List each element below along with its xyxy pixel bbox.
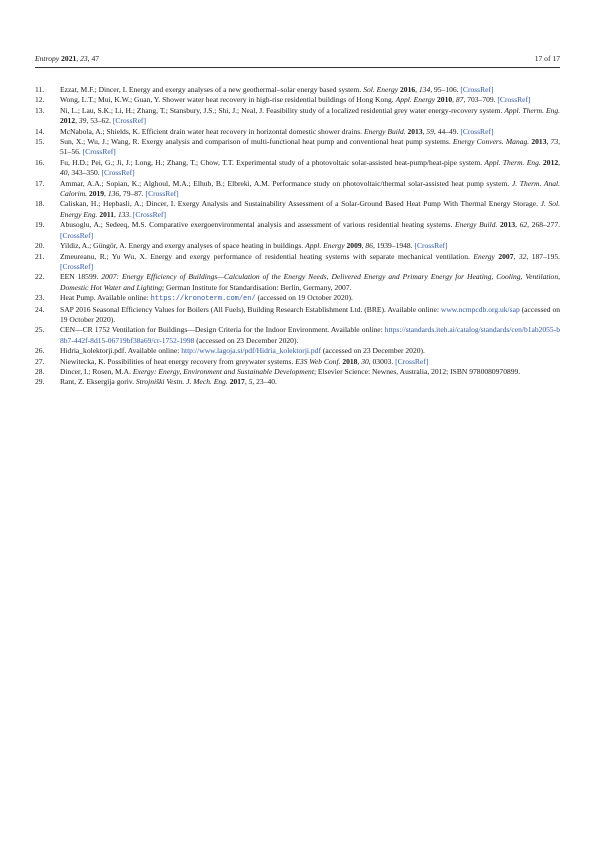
- reference-journal: Sol. Energy: [363, 85, 399, 94]
- reference-year: 2011: [99, 209, 115, 219]
- reference-pages: , 187–195.: [526, 251, 561, 261]
- reference-text: Hidria_kolektorji.pdf. Available online:: [60, 346, 182, 356]
- reference-item: 15. Sun, X.; Wu, J.; Wang, R. Exergy analysis and comparison of multi-functional heat pump and conventional heat pump systems. Energy Convers. Manag. 2013, 73, 51–56. [CrossRef]: [35, 137, 560, 157]
- reference-year: 2009: [346, 241, 362, 251]
- reference-journal: J. Therm. Anal. Calorim.: [60, 178, 560, 199]
- reference-number: 13.: [35, 105, 45, 115]
- reference-pages: , 51–56.: [60, 137, 560, 157]
- reference-volume: 87: [455, 95, 464, 105]
- reference-number: 22.: [35, 272, 45, 282]
- reference-text: Ezzat, M.F.; Dincer, I. Energy and exergy analyses of a new geothermal–solar energy based system.: [60, 85, 364, 94]
- reference-url-link[interactable]: https://standards.iteh.ai/catalog/standards/cen/b1ab2055-b8b7-442f-8d15-06719bf38a69/cr-1752-1998: [60, 325, 560, 345]
- reference-number: 27.: [35, 356, 45, 366]
- reference-year: 2012: [543, 157, 559, 167]
- reference-pages: , 268–277.: [527, 220, 560, 230]
- reference-url-link[interactable]: https://kronoterm.com/en/: [150, 295, 256, 304]
- reference-journal: Appl. Energy: [395, 95, 436, 105]
- reference-access-date: (accessed on 23 December 2020).: [320, 346, 425, 356]
- reference-text: Sun, X.; Wu, J.; Wang, R. Exergy analysis and comparison of multi-functional heat pump and conventional heat pump systems.: [60, 137, 453, 147]
- reference-number: 25.: [35, 325, 45, 335]
- reference-number: 14.: [35, 126, 45, 136]
- reference-item: 18. Caliskan, H.; Hepbasli, A.; Dincer, I. Exergy Analysis and Sustainability Assessment of a Solar-Ground Based Heat Pump With Thermal Energy Storage. J. Sol. Energy Eng. 2011, 133. [CrossRef]: [35, 199, 560, 219]
- reference-pages: , 03003.: [368, 356, 396, 366]
- reference-text: Zmeureanu, R.; Yu Wu, X. Energy and exergy performance of residential heating systems with separate mechanical ventilation.: [60, 251, 474, 261]
- reference-volume: 40: [60, 168, 68, 178]
- reference-journal: Energy Build.: [455, 220, 498, 230]
- reference-text: Rant, Z. Eksergija goriv.: [60, 377, 136, 387]
- reference-pages: , 79–87.: [119, 189, 146, 199]
- reference-year: 2019: [88, 189, 105, 199]
- reference-text: Yildiz, A.; Güngör, A. Energy and exergy analyses of space heating in buildings.: [60, 241, 306, 251]
- reference-text: Abusoglu, A.; Sedeeq, M.S. Comparative exergoenvironmental analysis and assessment of various residential heating systems.: [60, 220, 456, 230]
- reference-list: [35, 85, 560, 388]
- crossref-link[interactable]: [CrossRef]: [132, 209, 167, 219]
- reference-publisher: ; Elsevier Science: Newnes, Australia, 2012; ISBN 9780080970899.: [313, 366, 521, 376]
- reference-journal: Energy Build.: [363, 126, 406, 136]
- crossref-link[interactable]: [CrossRef]: [395, 356, 429, 366]
- reference-volume: 5: [248, 377, 253, 387]
- reference-text: Ni, L.; Lau, S.K.; Li, H.; Zhang, T.; Stansbury, J.S.; Shi, J.; Neal, J. Feasibility study of a localized residential grey water energy-recovery system.: [60, 105, 505, 115]
- reference-number: 29.: [35, 377, 45, 387]
- reference-access-date: (accessed on 23 December 2020).: [194, 335, 299, 345]
- reference-item: 14. McNabola, A.; Shields, K. Efficient drain water heat recovery in horizontal domestic shower drains. Energy Build. 2013, 59, 44–49. [CrossRef]: [35, 126, 494, 136]
- reference-journal: Appl. Therm. Eng.: [504, 105, 560, 115]
- reference-item: [35, 305, 560, 326]
- reference-year: 2010: [437, 95, 453, 105]
- reference-pages: , 343–350.: [67, 168, 102, 178]
- reference-item: [35, 325, 560, 346]
- reference-item: [35, 272, 560, 293]
- reference-item: 19. Abusoglu, A.; Sedeeq, M.S. Comparative exergoenvironmental analysis and assessment of various residential heating systems. Energy Build. 2013, 62, 268–277. [CrossRef]: [35, 220, 560, 240]
- journal-year: 2021: [61, 54, 77, 63]
- reference-text: Wong, L.T.; Mui, K.W.; Guan, Y. Shower water heat recovery in high-rise residential buildings of Hong Kong.: [60, 95, 396, 105]
- reference-item: 11. Ezzat, M.F.; Dincer, I. Energy and exergy analyses of a new geothermal–solar energy based system. Sol. Energy 2016, 134, 95–106. [CrossRef]: [35, 85, 494, 94]
- crossref-link[interactable]: [CrossRef]: [82, 147, 116, 157]
- reference-url-link[interactable]: www.ncmpcdb.org.uk/sap: [440, 304, 520, 314]
- reference-item: [35, 293, 560, 304]
- header-rule: [35, 67, 560, 68]
- reference-text: SAP 2016 Seasonal Efficiency Values for Boilers (All Fuels), Building Research Establishment Ltd. (BRE). Available online:: [60, 304, 441, 314]
- crossref-link[interactable]: [CrossRef]: [460, 126, 494, 136]
- reference-text: Caliskan, H.; Hepbasli, A.; Dincer, I. Exergy Analysis and Sustainability Assessment of a Solar-Ground Based Heat Pump With Thermal Energy Storage.: [60, 199, 541, 209]
- crossref-link[interactable]: [CrossRef]: [101, 168, 135, 178]
- reference-text: Ammar, A.A.; Sopian, K.; Alghoul, M.A.; Elhub, B.; Elbreki, A.M. Performance study on photovoltaic/thermal solar-assisted heat pump system.: [60, 178, 512, 188]
- reference-item: 13. Ni, L.; Lau, S.K.; Li, H.; Zhang, T.; Stansbury, J.S.; Shi, J.; Neal, J. Feasibility study of a localized residential grey water energy-recovery system. Appl. Therm. Eng. 2012, 39, 53–62. [CrossRef]: [35, 105, 560, 126]
- reference-pages: , 44–49.: [433, 126, 461, 136]
- reference-item: 20. Yildiz, A.; Güngör, A. Energy and exergy analyses of space heating in buildings. Appl. Energy 2009, 86, 1939–1948. [CrossRef]: [35, 241, 448, 251]
- reference-item: 27. Niewitecka, K. Possibilities of heat energy recovery from greywater systems. E3S Web Conf. 2018, 30, 03003. [CrossRef]: [35, 356, 429, 366]
- reference-number: 16.: [35, 157, 45, 167]
- crossref-link[interactable]: [CrossRef]: [60, 230, 94, 240]
- citation-header: Entropy 2021, 23, 47: [35, 54, 100, 63]
- reference-item: 29. Rant, Z. Eksergija goriv. Strojniški Vestn. J. Mech. Eng. 2017, 5, 23–40.: [35, 377, 277, 387]
- reference-number: 20.: [35, 241, 45, 251]
- reference-year: 2016: [400, 85, 416, 94]
- crossref-link[interactable]: [CrossRef]: [414, 241, 448, 251]
- page-number: 17 of 17: [534, 54, 560, 63]
- reference-number: 12.: [35, 95, 45, 105]
- reference-pages: , 53–62.: [86, 116, 113, 126]
- reference-text: McNabola, A.; Shields, K. Efficient drain water heat recovery in horizontal domestic shower drains.: [60, 126, 364, 136]
- reference-title: Exergy: Energy, Environment and Sustainable Development: [132, 366, 314, 376]
- reference-item: 12. Wong, L.T.; Mui, K.W.; Guan, Y. Shower water heat recovery in high-rise residential buildings of Hong Kong. Appl. Energy 2010, 87, 703–709. [CrossRef]: [35, 95, 531, 105]
- page-header: [35, 53, 560, 65]
- crossref-link[interactable]: [CrossRef]: [145, 189, 179, 199]
- reference-item: 21. Zmeureanu, R.; Yu Wu, X. Energy and exergy performance of residential heating systems with separate mechanical ventilation. Energy 2007, 32, 187–195. [CrossRef]: [35, 251, 561, 271]
- reference-number: 19.: [35, 220, 45, 230]
- reference-year: 2013: [500, 220, 516, 230]
- reference-pages: .: [129, 209, 133, 219]
- reference-number: 18.: [35, 199, 45, 209]
- reference-text: EEN 18599.: [60, 272, 102, 282]
- reference-volume: 32: [518, 251, 527, 261]
- reference-number: 11.: [35, 85, 45, 94]
- reference-volume: 73: [550, 137, 559, 147]
- reference-year: 2013: [531, 137, 547, 147]
- reference-volume: 134: [418, 85, 431, 94]
- crossref-link[interactable]: [CrossRef]: [60, 261, 94, 271]
- reference-journal: Energy Convers. Manag.: [452, 137, 530, 147]
- reference-pages: , 703–709.: [463, 95, 498, 105]
- reference-number: 26.: [35, 346, 45, 356]
- crossref-link[interactable]: [CrossRef]: [497, 95, 531, 105]
- reference-pages: , 23–40.: [252, 377, 277, 387]
- reference-journal: E3S Web Conf.: [295, 356, 341, 366]
- reference-journal: Strojniški Vestn. J. Mech. Eng.: [135, 377, 228, 387]
- journal-volume: 23: [80, 54, 88, 63]
- reference-volume: 133: [117, 209, 130, 219]
- reference-text: Dincer, I.; Rosen, M.A.: [60, 366, 133, 376]
- crossref-link[interactable]: [CrossRef]: [112, 116, 146, 126]
- reference-text: Fu, H.D.; Pei, G.; Ji, J.; Long, H.; Zhang, T.; Chow, T.T. Experimental study of a photovoltaic solar-assisted heat-pump/heat-pipe system.: [60, 157, 485, 167]
- reference-title: 2007: Energy Efficiency of Buildings—Calculation of the Energy Needs, Delivered Energy and Primary Energy for Heating, Cooling, Ventilation, Domestic Hot Water and Lighting: [60, 272, 560, 292]
- reference-journal: Appl. Energy: [305, 241, 345, 251]
- reference-number: 17.: [35, 178, 45, 188]
- reference-number: 21.: [35, 251, 45, 261]
- reference-number: 28.: [35, 366, 45, 376]
- reference-url-link[interactable]: http://www.lagoja.si/pdf/Hidria_kolektorji.pdf: [181, 346, 321, 356]
- reference-volume: 30: [361, 356, 369, 366]
- reference-journal: Energy: [473, 251, 495, 261]
- reference-volume: 39: [78, 116, 87, 126]
- reference-year: 2017: [229, 377, 245, 387]
- reference-journal: J. Sol. Energy Eng.: [60, 199, 560, 219]
- reference-journal: Appl. Therm. Eng.: [484, 157, 541, 167]
- reference-access-date: (accessed on 19 October 2020).: [60, 304, 560, 324]
- reference-pages: , 1939–1948.: [372, 241, 415, 251]
- reference-text: Niewitecka, K. Possibilities of heat energy recovery from greywater systems.: [60, 356, 296, 366]
- reference-volume: 86: [365, 241, 373, 251]
- reference-volume: 136: [107, 189, 120, 199]
- reference-year: 2018: [342, 356, 358, 366]
- reference-volume: 62: [519, 220, 528, 230]
- reference-number: 24.: [35, 304, 45, 314]
- reference-text: CEN—CR 1752 Ventilation for Buildings—Design Criteria for the Indoor Environment. Available online:: [60, 325, 385, 335]
- reference-number: 15.: [35, 137, 45, 147]
- reference-access-date: (accessed on 19 October 2020).: [255, 293, 353, 303]
- article-number: 47: [91, 54, 100, 63]
- reference-item: [35, 346, 560, 356]
- reference-year: 2007: [498, 251, 514, 261]
- crossref-link[interactable]: [CrossRef]: [460, 85, 494, 94]
- reference-volume: 59: [426, 126, 434, 136]
- reference-number: 23.: [35, 293, 45, 303]
- reference-publisher: ; German Institute for Standardisation: Berlin, Germany, 2007.: [162, 282, 352, 292]
- reference-pages: , 95–106.: [430, 85, 461, 94]
- reference-item: [35, 367, 560, 377]
- reference-year: 2013: [407, 126, 423, 136]
- reference-item: 17. Ammar, A.A.; Sopian, K.; Alghoul, M.A.; Elhub, B.; Elbreki, A.M. Performance study on photovoltaic/thermal solar-assisted heat pump system. J. Therm. Anal. Calorim. 2019, 136, 79–87. [CrossRef]: [35, 178, 560, 199]
- reference-year: 2012: [60, 116, 76, 126]
- journal-name: Entropy: [35, 54, 60, 63]
- reference-item: 16. Fu, H.D.; Pei, G.; Ji, J.; Long, H.; Zhang, T.; Chow, T.T. Experimental study of a photovoltaic solar-assisted heat-pump/heat-pipe system. Appl. Therm. Eng. 2012, 40, 343–350. [CrossRef]: [35, 157, 560, 178]
- reference-text: Heat Pump. Available online:: [60, 293, 151, 303]
